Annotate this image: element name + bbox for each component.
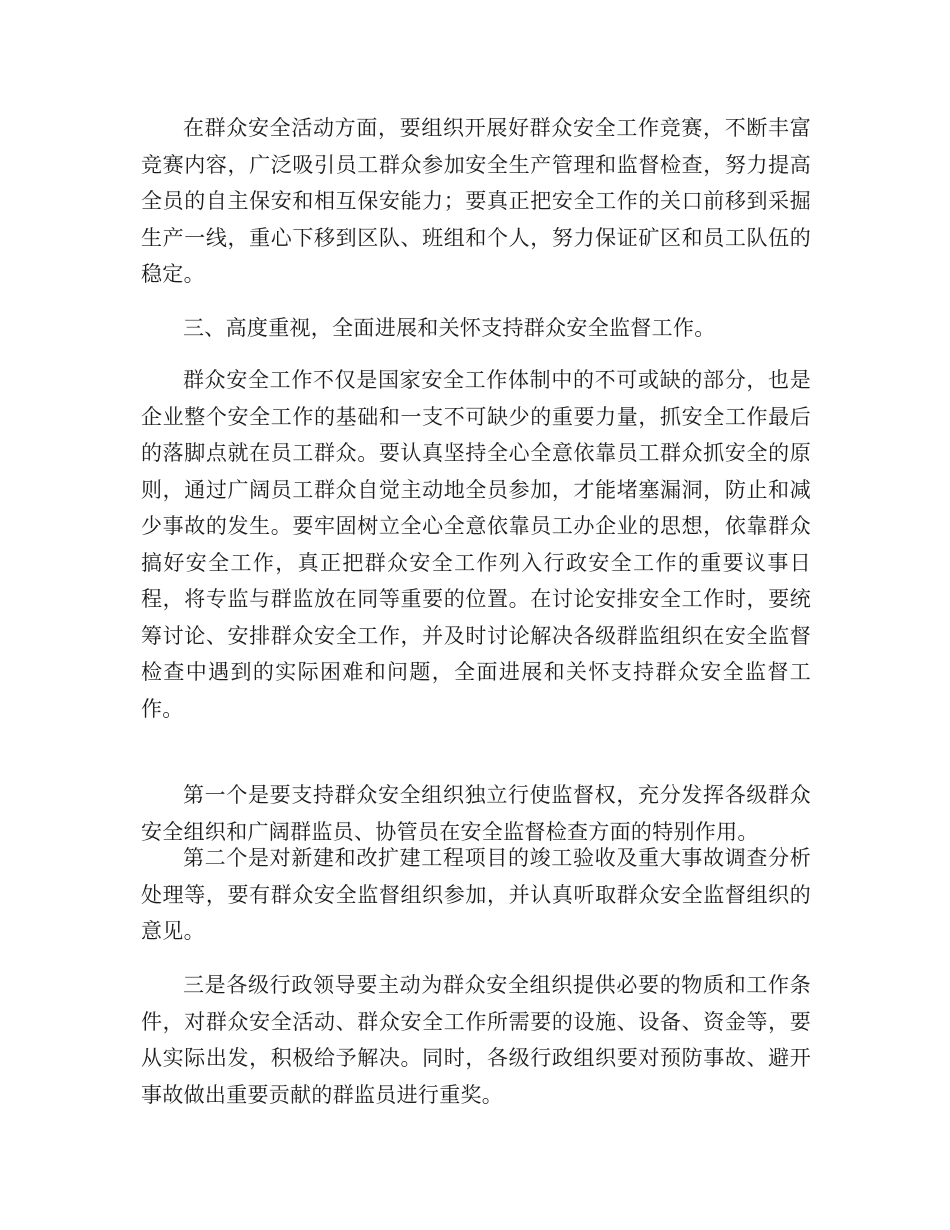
section-heading-three: 三、高度重视，全面进展和关怀支持群众安全监督工作。: [183, 316, 716, 340]
paragraph-third-point: 三是各级行政领导要主动为群众安全组织提供必要的物质和工作条件，对群众安全活动、群众安全工作所需要的设施、设备、资金等，要从实际出发，积极给予解决。同时，各级行政组织要对预防事故、避开事故做出重要贡献的群监员进行重奖。: [141, 973, 811, 1107]
paragraph-mass-safety-activities: 在群众安全活动方面，要组织开展好群众安全工作竞赛，不断丰富竞赛内容，广泛吸引员工群众参加安全生产管理和监督检查，努力提高全员的自主保安和相互保安能力；要真正把安全工作的关口前移到采掘生产一线，重心下移到区队、班组和个人，努力保证矿区和员工队伍的稳定。: [141, 116, 811, 286]
paragraph-first-point: 第一个是要支持群众安全组织独立行使监督权，充分发挥各级群众安全组织和广阔群监员、协管员在安全监督检查方面的特别作用。: [141, 783, 811, 844]
paragraph-mass-safety-importance: 群众安全工作不仅是国家安全工作体制中的不可或缺的部分，也是企业整个安全工作的基础和一支不可缺少的重要力量，抓安全工作最后的落脚点就在员工群众。要认真坚持全心全意依靠员工群众抓安全的原则，通过广阔员工群众自觉主动地全员参加，才能堵塞漏洞，防止和减少事故的发生。要牢固树立全心全意依靠员工办企业的思想，依靠群众搞好安全工作，真正把群众安全工作列入行政安全工作的重要议事日程，将专监与群监放在同等重要的位置。在讨论安排安全工作时，要统筹讨论、安排群众安全工作，并及时讨论解决各级群监组织在安全监督检查中遇到的实际困难和问题，全面进展和关怀支持群众安全监督工作。: [141, 368, 811, 721]
paragraph-second-point: 第二个是对新建和改扩建工程项目的竣工验收及重大事故调查分析处理等，要有群众安全监督组织参加，并认真听取群众安全监督组织的意见。: [141, 846, 811, 943]
